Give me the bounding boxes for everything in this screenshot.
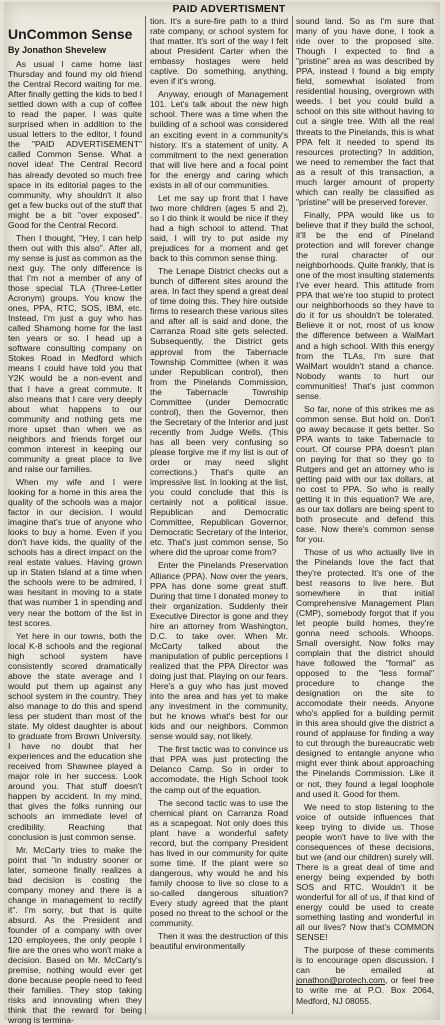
paragraph: The first tactic was to convince us that PPA was just protecting the Delanco Camp. So in order to accomodate, the High School took the camp out of the equation. — [150, 744, 288, 795]
paragraph: As usual I came home last Thursday and found my old friend the Central Record waiting for me. After finally getting the kids to bed I settled down with a cup of coffee to read the paper. I was quite surprised when in addition to the usual letters to the editor, I found the "PAID ADVERTISEMENT" called Common Sense. What a novel idea! The Central Record has already devoted so much free space in its editorial pages to the community, why shouldn't it also get a few bucks out of the stuff that might be a bit "over exposed". Good for the Central Record. — [8, 59, 142, 230]
paragraph: When my wife and I were looking for a home in this area the quality of the schools was a major factor in our decision. I would imagine that's true of anyone who looks to buy a home. Even if you don't have kids, the quality of the schools has a direct impact on the real estate values. Having grown up in Staten Island at a time when the schools were to be admired, I was hesitant in moving to a state that was number 1 in spending and very near the bottom of the list in test scores. — [8, 476, 142, 628]
paragraph: Those of us who actually live in the Pinelands love the fact that they're protected. It's one of the best reasons to live here. But somewhere in that initial Comprehensive Management Plan (CMP), somebody forgot that if you let people build homes, they're gonna need schools. Whoops. Small oversight. Now folks may complain that the district should have followed the "formal" as opposed to the "less formal" procedure to change the designation on the site to accomodate their needs. Anyone who's applied for a building permit in this area should give the district a round of applause for finding a way to cut through the bureaucratic web designed to entangle anyone who might ever think about approaching the Pinelands Commission. Like it or not, they found a legal loophole and used it. Good for them. — [296, 547, 434, 799]
column-divider — [145, 16, 146, 1014]
closing-text: The purpose of these comments is to encourage open discussion. I can be emailed at — [296, 945, 434, 976]
article-column-2 — [150, 16, 288, 1016]
paragraph: The Lenape District checks out a bunch of different sites around the area. In fact they spend a great deal of time doing this. They hire outside firms to research these various sites and after all is said and done, the Carranza Road site gets selected. Subsequently, the District gets approval from the Tabernacle Township Committee (when it was under Republican control), then from the Pinelands Commission, the Tabernacle Township Committee (under Democratic control), then the Governor, then the Secretary of the Interior and just recently from Judge Wells. (This has all been very confusing so please forgive me if my list is out of order or may need slight corrections.) That's quite an impressive list. In looking at the list, you could conclude that this is certainly not a political issue. Republican and Democratic Committee, Republican Governor, Democratic Secretary of the Interior, etc. That's just common sense, So where did the uproar come from? — [150, 266, 288, 558]
paragraph: The second tactic was to use the chemical plant on Carranza Road as a scapegoat. Not only does this plant have a wonderful safety record, but the company President has lived in our community for quite some time. If the plant were so dangerous, why would he and his family choose to live so close to a so-called dangerous situation? Every study agreed that the plant posed no threat to the school or the community. — [150, 797, 288, 929]
paragraph: Then I thought, "Hey, I can help them out with this also". After all, my sense is just as common as the next guy. The only difference is that I'm not a member of any of those special TLA (Three-Letter Acronym) groups. You know the ones, PPA, RTC, SOS, IBM, etc. Instead, I'm just a guy who has called Shamong home for the last ten years or so. I head up a software consulting company on Stokes Road in Medford which means I could have told you that Y2K would be a non-event and that I have a great commute. It also means that I care very deeply about what happens to our community and nothing gets me more upset than when we as neighbors and friends forget our common interest in keeping our community a great place to live and raise our families. — [8, 232, 142, 474]
paragraph: Finally, PPA would like us to believe that if they build the school, it'll be the end of Pineland protection and will forever change the rural character of our neighborhoods. Quite frankly, that is one of the most insulting statements I've ever heard. This attitude from PPA that we're too stupid to protect our neighborhoods so they have to do it for us shouldn't be tolerated. Believe it or not, most of us know the difference between a WalMart and a high school. With this energy from the TLAs, I'm sure that WalMart wouldn't stand a chance. Nobody wants to hurt our communities! That's just common sense. — [296, 209, 434, 401]
paid-advertisement-banner: PAID ADVERTISMENT — [172, 3, 286, 15]
paragraph: Yet here in our towns, both the local K-8 schools and the regional high school system have consistently scored dramatically above the state average and I would put them up against any school system in the country. They also manage to do this and spend less per student than most of the state. My oldest daughter is about to graduate from Brown University. I have no doubt that her experiences and the education she received from Shawnee played a major role in her success. Look around you. That stuff doesn't happen by accident. In my mind, that gives the folks running our schools an immediate level of credibility. Reaching that conclusion is just common sense. — [8, 630, 142, 842]
paragraph: Mr. McCarty tries to make the point that "in industry sooner or later, someone finally realizes a bad decision is costing the company money and there is a change in management to rectify it". I'm sorry, but that is quite absurd. As the President and founder of a company with over 120 employees, the only people I fire are the ones who won't make a decision. Based on Mr. McCarty's premise, nothing would ever get done because people need to feed their families. They stop taking risks and innovating when they think that the reward for being wrong is termina- — [8, 844, 142, 1025]
article-column-1 — [8, 16, 142, 1025]
paragraph: sound land. So as I'm sure that many of you have done, I took a ride over to the proposed site. Though I expected to find a "pristine" area as was described by PPA, instead I found a big empty field, somewhat isolated from residential housing, overgrown with weeds. I bet you could build a school on this site without having to cut a single tree. With all the real threats to the Pinelands, this is what PPA felt it needed to spend its resources protecting? In addition, we need to remember the fact that as a result of this transaction, a much larger amount of property which can really be classified as "pristine" will be preserved forever. — [296, 16, 434, 207]
contact-address: , or feel free to write me at P.O. Box 2064, Medford, NJ 08055. — [296, 975, 434, 1006]
article-column-3 — [296, 16, 434, 1016]
paragraph: So far, none of this strikes me as common sense. But hold on. Don't go away because it gets better. So PPA wants to take Tabernacle to court. Of course PPA doesn't plan on paying for that so they go to Rutgers and get an attorney who is getting paid with our tax dollars, at no cost to PPA. So who is really getting it in this equation? We are, as our tax dollars are being spent to both prosecute and defend this case. Now there's common sense for you. — [296, 403, 434, 545]
contact-email: jonathon@protech.com — [296, 975, 385, 986]
article-byline: By Jonathon Shevelew — [8, 45, 107, 55]
paragraph: Anyway, enough of Management 101. Let's talk about the new high school. There was a time when the building of a school was considered an exciting event in a community's history. It's a statement of unity. A commitment to the next generation that will live here and a focal point for the energy and caring which exists in all of our communities. — [150, 89, 288, 190]
column-divider — [292, 16, 293, 1014]
newspaper-clipping — [4, 2, 440, 1025]
paragraph: Then it was the destruction of this beautiful environmentally — [150, 931, 288, 952]
paragraph: tion. It's a sure-fire path to a third rate company, or school system for that matter. It's sort of the way I felt about President Carter when the embassy hostages were held captive. Do something, anything, even if it's wrong. — [150, 16, 288, 87]
paragraph: Let me say up front that I have two more children (ages 5 and 2), so I do think it would be nice if they had a high school to attend. That said, I will try to put aside my prejudices for a moment and get back to this common sense thing. — [150, 192, 288, 264]
article-headline: UnCommon Sense — [8, 26, 133, 42]
closing-paragraph — [296, 945, 434, 1005]
paragraph: Enter the Pinelands Preservation Alliance (PPA). Now over the years, PPA has done some great stuff. During that time I donated money to their organization. Suddenly their Executive Director is gone and they hire an attorney from Washington, D.C. to take over. When Mr. McCarty talked about the manipulation of public perceptions I realized that the PPA Director was doing just that. Playing on our fears. Here's a guy who has just moved into the area and has yet to make any investment in the community, but he knows what's best for our kids and our neighbors. Common sense would say, not likely. — [150, 560, 288, 742]
paragraph: We need to stop listening to the voice of outside influences that keep trying to divide us. Those people won't have to live with the consequences of these decisions, but we (and our children) surely will. There is a great deal of time and energy being expended by both SOS and RTC. Wouldn't it be wonderful for all of us, if that kind of energy could be used to create something lasting and wonderful in all our lives? Now that's COMMON SENSE! — [296, 801, 434, 943]
